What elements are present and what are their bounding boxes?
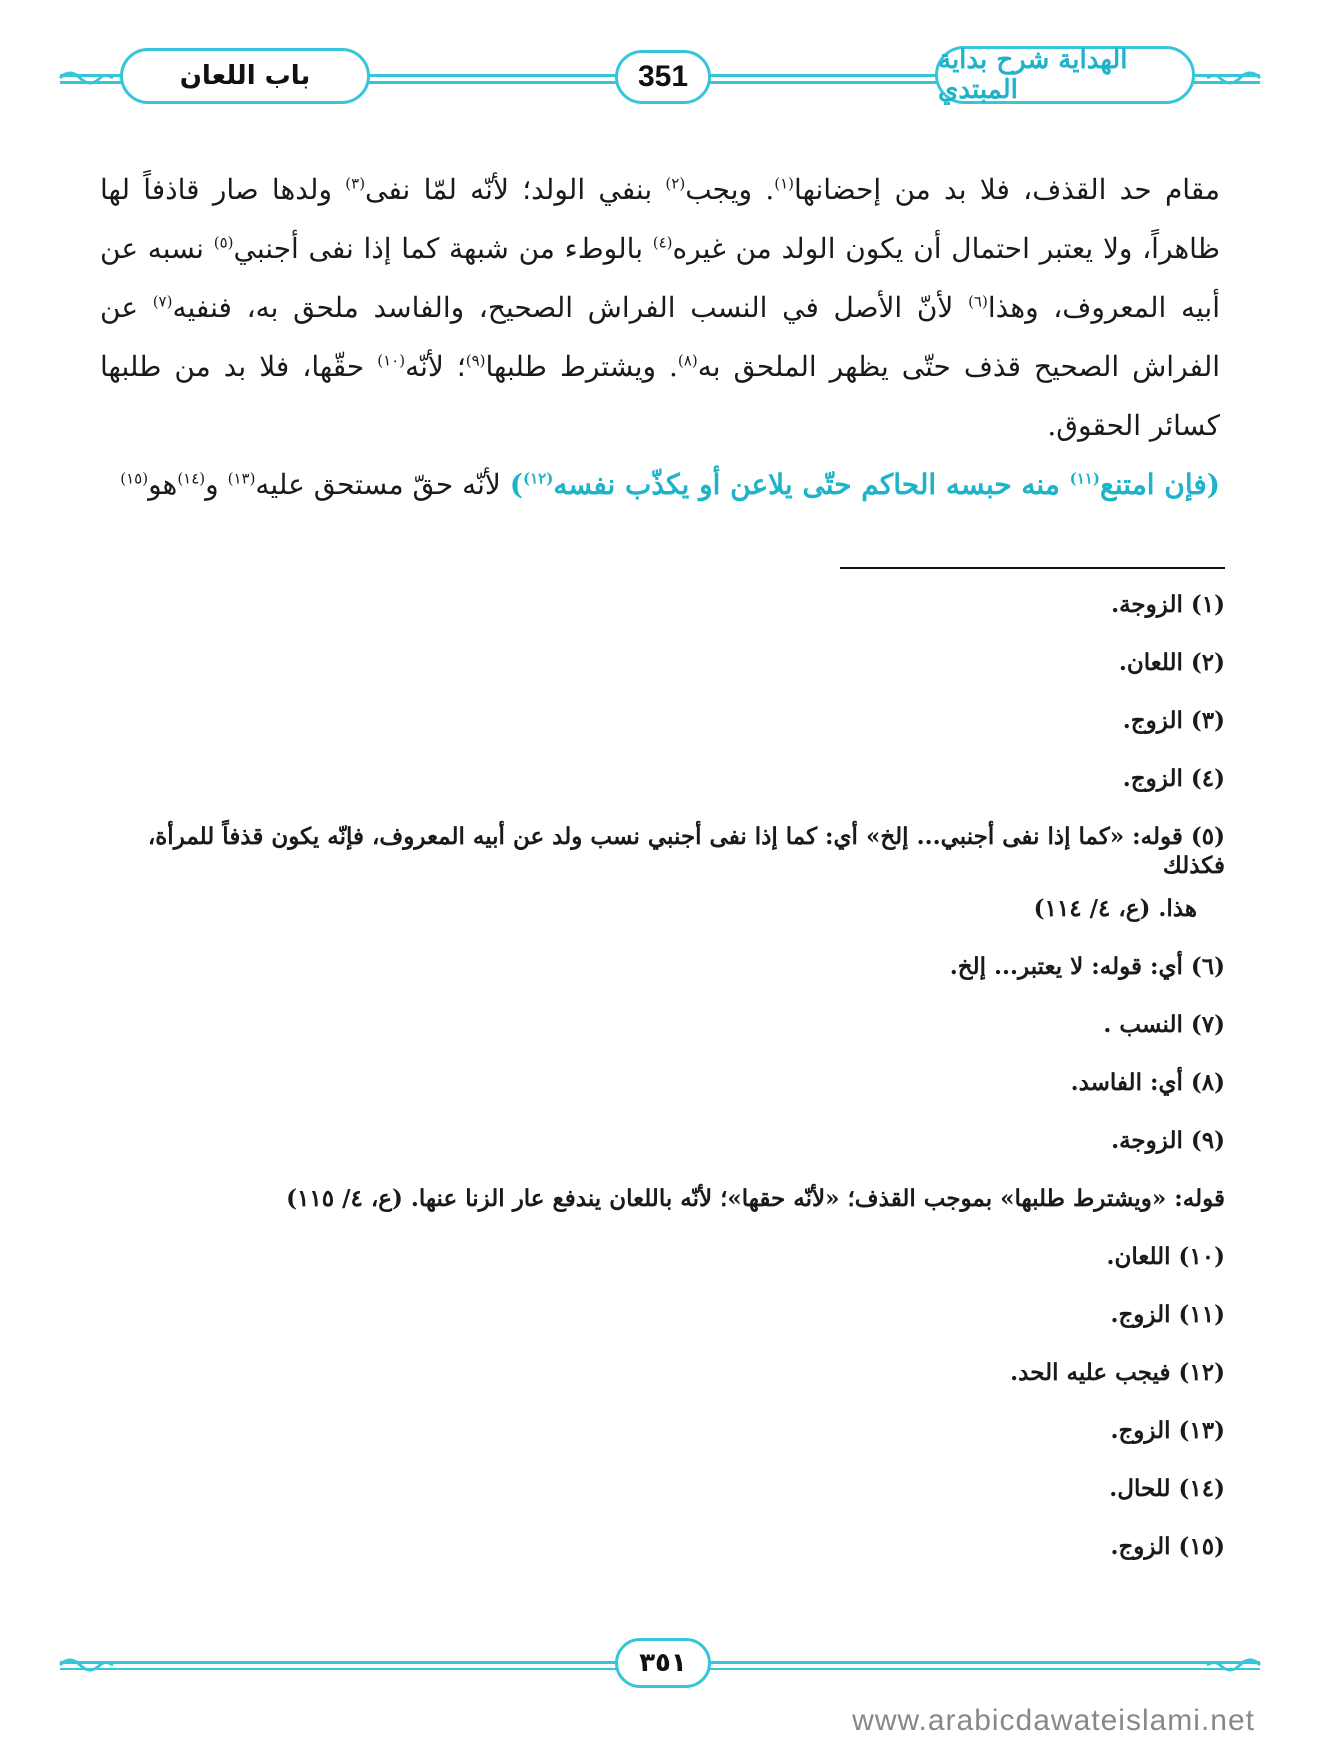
footnotes xyxy=(95,590,1225,1590)
footnote-ref[interactable]: (٨) xyxy=(677,351,698,370)
footnote: (٧) النسب . xyxy=(1103,1011,1225,1038)
footnote: (١١) الزوج. xyxy=(1110,1301,1225,1328)
book-title: الهداية شرح بداية المبتدي xyxy=(935,46,1195,104)
right-ornament-icon xyxy=(1205,66,1265,90)
footnote: (٢) اللعان. xyxy=(1118,649,1225,676)
text-run: نسبه عن أبيه المعروف، وهذا xyxy=(100,232,1220,324)
footnote: (١٤) للحال. xyxy=(1109,1475,1225,1502)
text-run: حقّها، فلا بد من طلبها كسائر الحقوق. xyxy=(100,350,1220,442)
matn-text: ) xyxy=(509,468,523,501)
footnote-ref[interactable]: (٦) xyxy=(968,292,988,311)
footnote-ref[interactable]: (٣) xyxy=(345,174,366,193)
text-run: بنفي الولد؛ لأنّه لمّا نفى xyxy=(365,173,666,206)
footnote: (٩) الزوجة. xyxy=(1111,1127,1225,1154)
footnote-ref[interactable]: (٤) xyxy=(652,233,673,252)
text-run: . ويجب xyxy=(685,173,775,206)
footnote: (٣) الزوج. xyxy=(1122,707,1225,734)
main-paragraph xyxy=(100,160,1220,455)
text-run: و xyxy=(205,468,228,501)
footnote: (٨) أي: الفاسد. xyxy=(1070,1069,1225,1096)
left-ornament-icon xyxy=(55,66,115,90)
footnote: (١٠) اللعان. xyxy=(1106,1243,1225,1270)
footnote-ref[interactable]: (٩) xyxy=(465,351,486,370)
matn-text: (فإن امتنع xyxy=(1099,468,1220,501)
footnote-ref[interactable]: (٢) xyxy=(665,174,686,193)
footer-left-ornament-icon xyxy=(55,1653,115,1677)
text-run: هو xyxy=(148,468,178,501)
text-run: بالوطء من شبهة كما إذا نفى أجنبي xyxy=(233,232,653,265)
text-run: ولدها صار قاذفاً لها ظاهراً، ولا يعتبر احتمال أن يكون الولد من غيره xyxy=(100,173,1220,265)
footnote: (٦) أي: قوله: لا يعتبر... إلخ. xyxy=(949,953,1225,980)
footnote: (٥) قوله: «كما إذا نفى أجنبي... إلخ» أي: كما إذا نفى أجنبي نسب ولد عن أبيه المعروف، فإنّه يكون قذفاً للمرأة، فكذلك هذا. (ع، ٤/ ١١٤) xyxy=(147,823,1225,922)
footnote-ref[interactable]: (١٢) xyxy=(523,469,554,488)
website-link[interactable]: www.arabicdawateislami.net xyxy=(852,1704,1255,1737)
footnote-ref[interactable]: (١١) xyxy=(1069,469,1100,488)
footnote: (١٢) فيجب عليه الحد. xyxy=(1010,1359,1225,1386)
matn-paragraph xyxy=(100,455,1220,514)
text-run: عن الفراش الصحيح قذف حتّى يظهر الملحق به xyxy=(100,291,1221,383)
footnote: (١) الزوجة. xyxy=(1111,591,1225,618)
footnote-separator xyxy=(840,567,1225,569)
footnote: (٤) الزوج. xyxy=(1122,765,1225,792)
text-run: ؛ لأنّه xyxy=(405,350,466,383)
footnote-ref[interactable]: (١٣) xyxy=(227,469,256,488)
footnote: (١٥) الزوج. xyxy=(1110,1533,1225,1560)
text-run: لأنّه حقّ مستحق عليه xyxy=(255,468,510,501)
header-page-number: 351 xyxy=(615,50,711,104)
text-run: مقام حد القذف، فلا بد من إحضانها xyxy=(794,173,1220,206)
footer-page-number: ٣٥١ xyxy=(615,1638,711,1688)
footnote-ref[interactable]: (١٥) xyxy=(120,469,149,488)
text-run: . ويشترط طلبها xyxy=(485,350,678,383)
footnote: (١٣) الزوج. xyxy=(1110,1417,1225,1444)
matn-text: منه حبسه الحاكم حتّى يلاعن أو يكذّب نفسه xyxy=(553,468,1070,501)
footnote-comment: قوله: «ويشترط طلبها» بموجب القذف؛ «لأنّه حقها»؛ لأنّه باللعان يندفع عار الزنا عنها. (ع، ٤/ ١١٥) xyxy=(286,1185,1225,1212)
chapter-title: باب اللعان xyxy=(120,48,370,104)
footnote-ref[interactable]: (٧) xyxy=(152,292,173,311)
footnote-ref[interactable]: (٥) xyxy=(213,233,234,252)
footnote-ref[interactable]: (١) xyxy=(774,174,795,193)
footnote-ref[interactable]: (١٤) xyxy=(177,469,206,488)
footer-right-ornament-icon xyxy=(1205,1653,1265,1677)
footnote-ref[interactable]: (١٠) xyxy=(377,351,406,370)
text-run: لأنّ الأصل في النسب الفراش الصحيح، والفاسد ملحق به، فنفيه xyxy=(172,291,969,324)
main-text xyxy=(100,160,1220,514)
